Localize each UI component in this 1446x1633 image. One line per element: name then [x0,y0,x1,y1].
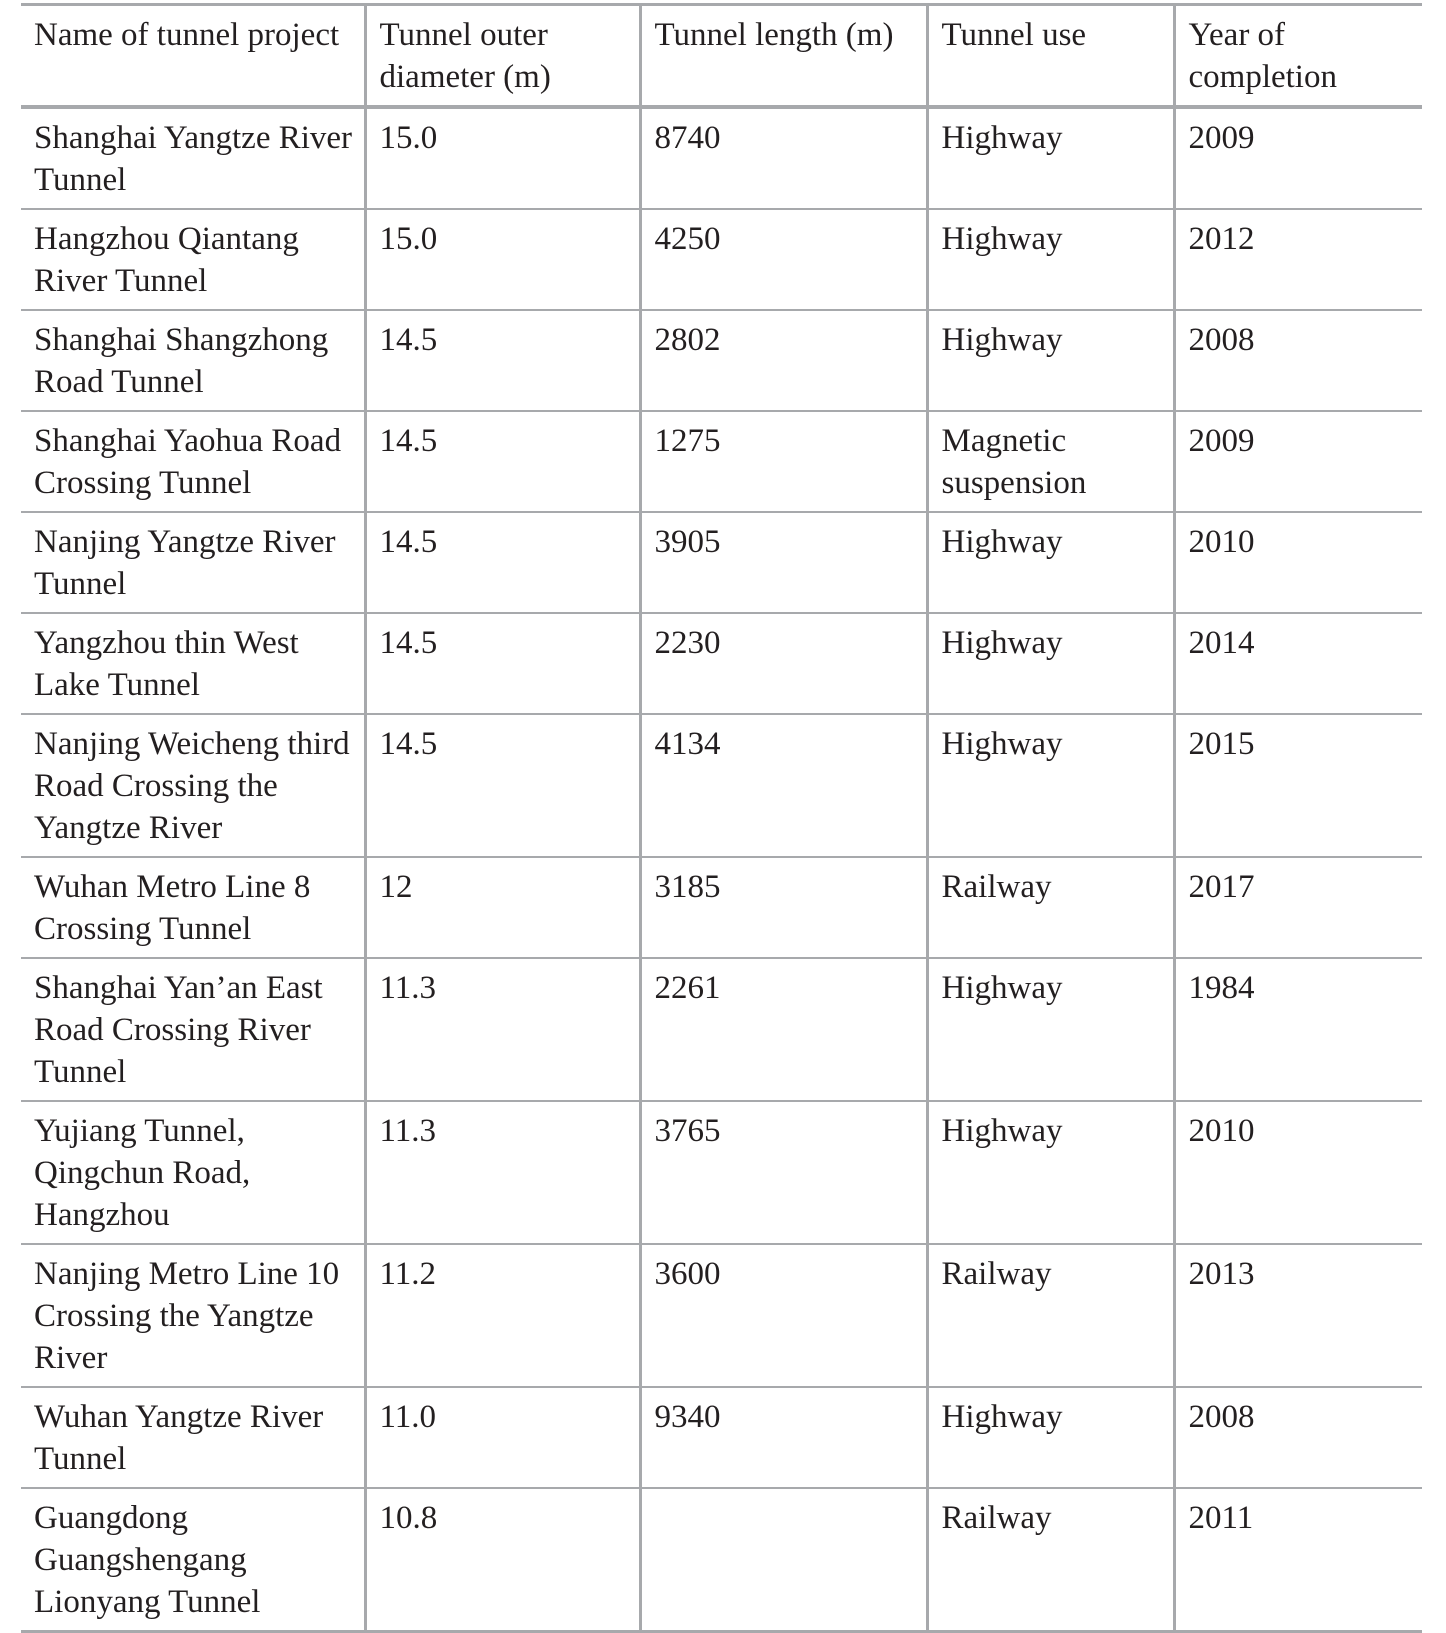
cell-tunnel-use: Highway [927,1387,1174,1488]
header-tunnel-length: Tunnel length (m) [640,5,927,108]
header-outer-diameter: Tunnel outer diameter (m) [365,5,640,108]
cell-year-of-completion: 2008 [1174,310,1422,411]
cell-tunnel-length: 4250 [640,209,927,310]
cell-outer-diameter: 12 [365,857,640,958]
cell-tunnel-use: Highway [927,512,1174,613]
cell-outer-diameter: 14.5 [365,411,640,512]
cell-project-name: Nanjing Weicheng third Road Crossing the Yangtze River [21,714,365,857]
cell-project-name: Nanjing Metro Line 10 Crossing the Yangtze River [21,1244,365,1387]
table-row [21,310,1422,411]
cell-outer-diameter: 14.5 [365,714,640,857]
cell-tunnel-length: 2802 [640,310,927,411]
cell-tunnel-use: Highway [927,209,1174,310]
cell-outer-diameter: 11.2 [365,1244,640,1387]
table-row [21,411,1422,512]
cell-tunnel-use: Magnetic suspension [927,411,1174,512]
table-row [21,714,1422,857]
cell-outer-diameter: 11.3 [365,1101,640,1244]
cell-year-of-completion: 2009 [1174,107,1422,209]
cell-tunnel-use: Highway [927,714,1174,857]
cell-tunnel-length: 2230 [640,613,927,714]
table-row [21,613,1422,714]
cell-tunnel-use: Highway [927,1101,1174,1244]
table-row [21,107,1422,209]
cell-tunnel-length: 9340 [640,1387,927,1488]
table-row [21,958,1422,1101]
cell-tunnel-use: Railway [927,1488,1174,1632]
tunnel-projects-table [21,3,1422,1633]
cell-outer-diameter: 14.5 [365,613,640,714]
cell-project-name: Wuhan Metro Line 8 Crossing Tunnel [21,857,365,958]
cell-outer-diameter: 11.3 [365,958,640,1101]
cell-tunnel-length: 3765 [640,1101,927,1244]
cell-tunnel-length: 3600 [640,1244,927,1387]
cell-project-name: Yujiang Tunnel, Qingchun Road, Hangzhou [21,1101,365,1244]
cell-year-of-completion: 2013 [1174,1244,1422,1387]
cell-year-of-completion: 1984 [1174,958,1422,1101]
cell-outer-diameter: 14.5 [365,512,640,613]
cell-project-name: Wuhan Yangtze River Tunnel [21,1387,365,1488]
cell-project-name: Guangdong Guangshengang Lionyang Tunnel [21,1488,365,1632]
cell-tunnel-use: Highway [927,958,1174,1101]
table-row [21,857,1422,958]
cell-tunnel-use: Highway [927,613,1174,714]
cell-project-name: Shanghai Yan’an East Road Crossing River Tunnel [21,958,365,1101]
header-project-name: Name of tunnel project [21,5,365,108]
cell-outer-diameter: 10.8 [365,1488,640,1632]
header-tunnel-use: Tunnel use [927,5,1174,108]
cell-project-name: Hangzhou Qiantang River Tunnel [21,209,365,310]
cell-tunnel-length: 8740 [640,107,927,209]
table-header-row [21,5,1422,108]
table-row [21,1488,1422,1632]
cell-year-of-completion: 2015 [1174,714,1422,857]
cell-tunnel-length: 1275 [640,411,927,512]
cell-outer-diameter: 14.5 [365,310,640,411]
table-row [21,209,1422,310]
cell-year-of-completion: 2012 [1174,209,1422,310]
cell-tunnel-length: 3185 [640,857,927,958]
cell-tunnel-use: Railway [927,857,1174,958]
cell-tunnel-use: Railway [927,1244,1174,1387]
table-row [21,1387,1422,1488]
cell-tunnel-length [640,1488,927,1632]
table-row [21,1244,1422,1387]
header-year-of-completion: Year of completion [1174,5,1422,108]
cell-tunnel-use: Highway [927,310,1174,411]
cell-project-name: Nanjing Yangtze River Tunnel [21,512,365,613]
cell-outer-diameter: 15.0 [365,107,640,209]
cell-tunnel-length: 4134 [640,714,927,857]
cell-year-of-completion: 2014 [1174,613,1422,714]
cell-tunnel-use: Highway [927,107,1174,209]
cell-project-name: Shanghai Yaohua Road Crossing Tunnel [21,411,365,512]
cell-year-of-completion: 2017 [1174,857,1422,958]
cell-year-of-completion: 2011 [1174,1488,1422,1632]
table-row [21,1101,1422,1244]
cell-tunnel-length: 2261 [640,958,927,1101]
table-row [21,512,1422,613]
cell-project-name: Shanghai Shangzhong Road Tunnel [21,310,365,411]
cell-year-of-completion: 2010 [1174,1101,1422,1244]
cell-year-of-completion: 2009 [1174,411,1422,512]
cell-outer-diameter: 11.0 [365,1387,640,1488]
cell-tunnel-length: 3905 [640,512,927,613]
cell-project-name: Yangzhou thin West Lake Tunnel [21,613,365,714]
cell-outer-diameter: 15.0 [365,209,640,310]
cell-year-of-completion: 2008 [1174,1387,1422,1488]
cell-project-name: Shanghai Yangtze River Tunnel [21,107,365,209]
cell-year-of-completion: 2010 [1174,512,1422,613]
